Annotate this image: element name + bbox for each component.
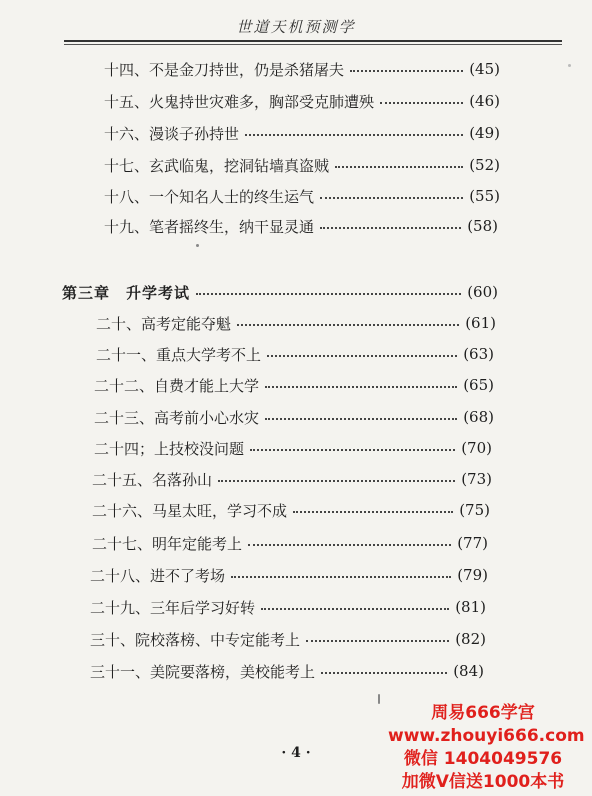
toc-entry xyxy=(94,405,494,429)
toc-entry xyxy=(90,627,486,651)
toc-leader-dots xyxy=(293,511,453,513)
running-header-title: 世道天机预测学 xyxy=(236,18,356,36)
toc-leader-dots xyxy=(248,544,451,546)
toc-entry xyxy=(92,467,492,491)
toc-leader-dots xyxy=(380,102,463,104)
toc-entry xyxy=(90,659,484,683)
toc-entry xyxy=(94,373,494,397)
toc-entry-page: (79) xyxy=(457,566,488,584)
toc-entry xyxy=(92,498,490,522)
toc-entry xyxy=(104,89,500,113)
toc-entry xyxy=(104,214,498,238)
toc-entry-page: (75) xyxy=(459,501,490,519)
toc-leader-dots xyxy=(231,576,451,578)
toc-leader-dots xyxy=(237,324,459,326)
toc-entry-title: 二十九、三年后学习好转 xyxy=(90,598,256,617)
toc-entry-page: (52) xyxy=(469,156,500,174)
toc-entry xyxy=(90,563,488,587)
toc-leader-dots xyxy=(250,449,455,451)
watermark-line-4: 加微V信送1000本书 xyxy=(401,772,565,792)
toc-entry-title: 二十、高考定能夺魁 xyxy=(96,314,232,333)
toc-entry-title: 二十五、名落孙山 xyxy=(92,470,213,489)
scan-speck xyxy=(568,64,571,67)
toc-entry-page: (65) xyxy=(463,376,494,394)
toc-entry xyxy=(104,184,500,208)
toc-entry-page: (45) xyxy=(469,60,500,78)
toc-leader-dots xyxy=(335,166,463,168)
toc-entry xyxy=(104,57,500,81)
toc-entry-title: 二十二、自费才能上大学 xyxy=(94,376,260,395)
toc-entry xyxy=(90,595,486,619)
toc-entry xyxy=(92,531,488,555)
toc-entry-title: 二十八、进不了考场 xyxy=(90,566,226,585)
toc-leader-dots xyxy=(245,134,463,136)
toc-entry-title: 三十一、美院要落榜，美校能考上 xyxy=(90,662,316,681)
toc-entry xyxy=(104,121,500,145)
toc-leader-dots xyxy=(267,355,457,357)
toc-entry-page: (82) xyxy=(455,630,486,648)
header-rule xyxy=(64,40,562,42)
watermark-line-2: www.zhouyi666.com xyxy=(388,726,585,746)
toc-entry-page: (68) xyxy=(463,408,494,426)
toc-entry-title: 三十、院校落榜、中专定能考上 xyxy=(90,630,301,649)
page-number: · 4 · xyxy=(281,745,311,761)
toc-leader-dots xyxy=(218,480,455,482)
toc-leader-dots xyxy=(350,70,463,72)
toc-leader-dots xyxy=(265,418,457,420)
chapter-page: (60) xyxy=(467,283,498,301)
toc-entry-title: 二十七、明年定能考上 xyxy=(92,534,243,553)
toc-entry-title: 二十六、马星太旺，学习不成 xyxy=(92,501,288,520)
toc-entry-page: (77) xyxy=(457,534,488,552)
chapter-title: 第三章 升学考试 xyxy=(62,283,191,302)
toc-entry-page: (46) xyxy=(469,92,500,110)
watermark-block xyxy=(388,702,585,794)
scan-speck xyxy=(196,244,199,247)
toc-entry xyxy=(94,436,492,460)
toc-entry-title: 二十四；上技校没问题 xyxy=(94,439,245,458)
toc-entry-page: (84) xyxy=(453,662,484,680)
toc-entry xyxy=(96,311,496,335)
toc-entry-page: (63) xyxy=(463,345,494,363)
watermark-line-3: 微信 1404049576 xyxy=(403,749,563,769)
toc-leader-dots xyxy=(261,608,449,610)
toc-entry-title: 十五、火鬼持世灾难多，胸部受克肺遭殃 xyxy=(104,92,375,111)
toc-entry-page: (49) xyxy=(469,124,500,142)
toc-entry-title: 二十三、高考前小心水灾 xyxy=(94,408,260,427)
toc-entry-title: 十七、玄武临鬼，挖洞钻墙真盗贼 xyxy=(104,156,330,175)
toc-leader-dots xyxy=(265,386,457,388)
toc-entry-title: 十六、漫谈子孙持世 xyxy=(104,124,240,143)
toc-entry-page: (73) xyxy=(461,470,492,488)
toc-leader-dots xyxy=(320,227,461,229)
toc-entry-page: (81) xyxy=(455,598,486,616)
toc-entry xyxy=(96,342,494,366)
toc-leader-dots xyxy=(196,293,461,295)
toc-entry-title: 二十一、重点大学考不上 xyxy=(96,345,262,364)
toc-leader-dots xyxy=(321,672,447,674)
toc-chapter-entry xyxy=(62,280,498,304)
toc-entry-title: 十九、笔者摇终生，纳干显灵通 xyxy=(104,217,315,236)
toc-entry xyxy=(104,153,500,177)
toc-leader-dots xyxy=(306,640,449,642)
toc-entry-page: (70) xyxy=(461,439,492,457)
toc-entry-title: 十四、不是金刀持世，仍是杀猪屠夫 xyxy=(104,60,345,79)
header-rule-thin xyxy=(64,44,562,45)
scan-speck xyxy=(378,694,380,704)
watermark-line-1: 周易666学宫 xyxy=(431,703,535,723)
toc-entry-title: 十八、一个知名人士的终生运气 xyxy=(104,187,315,206)
toc-leader-dots xyxy=(320,197,463,199)
toc-entry-page: (61) xyxy=(465,314,496,332)
toc-entry-page: (55) xyxy=(469,187,500,205)
toc-entry-page: (58) xyxy=(467,217,498,235)
